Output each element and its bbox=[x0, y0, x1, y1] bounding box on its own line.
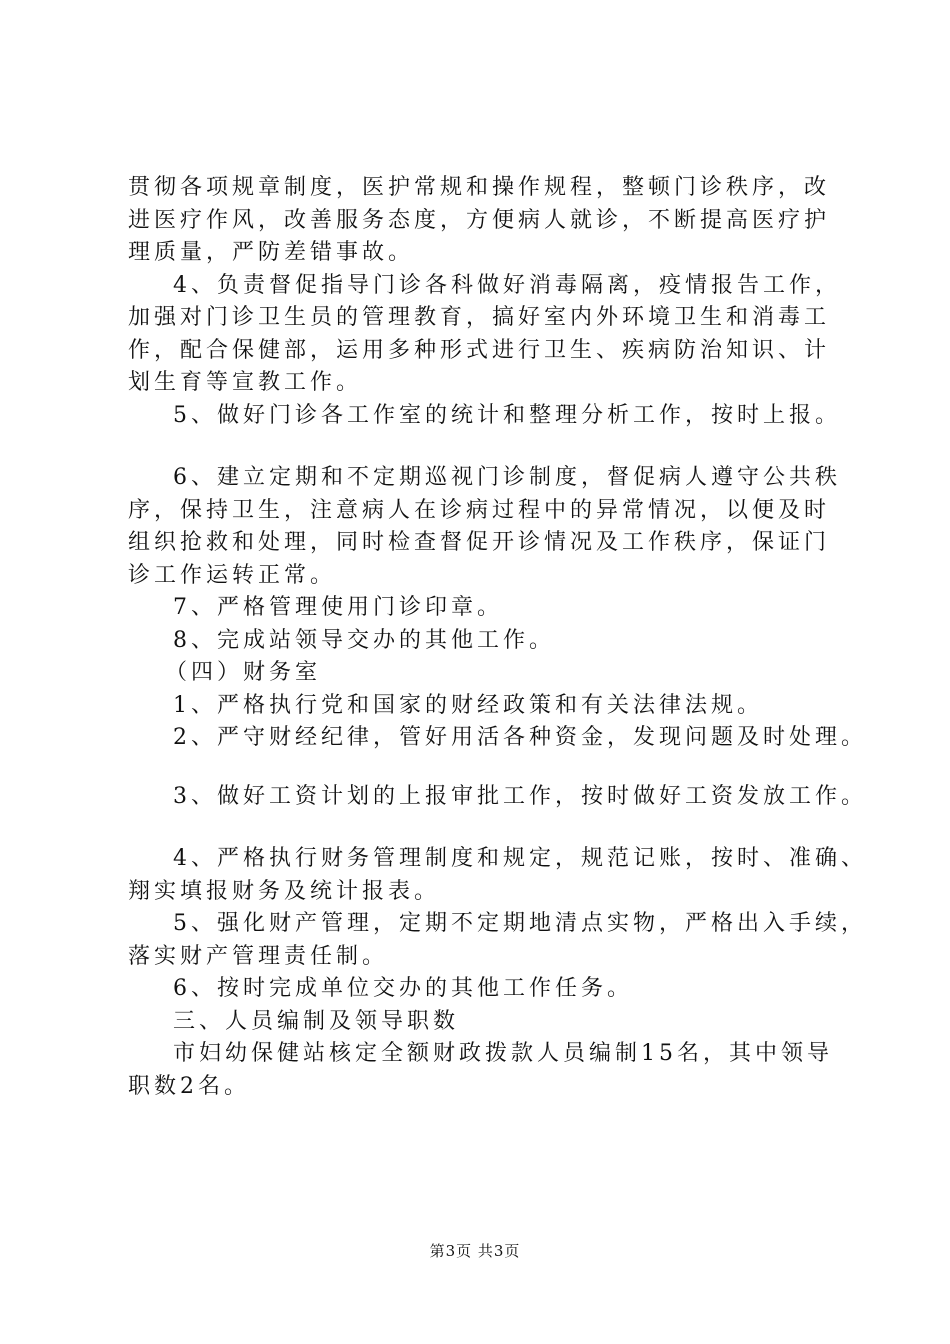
text-line: 4、严格执行财务管理制度和规定，规范记账，按时、准确、 bbox=[173, 846, 867, 871]
text-line: 作，配合保健部，运用多种形式进行卫生、疾病防治知识、计 bbox=[128, 337, 831, 363]
document-body bbox=[128, 172, 867, 1103]
text-line: 贯彻各项规章制度，医护常规和操作规程，整顿门诊秩序，改 bbox=[128, 175, 831, 200]
text-line: 职数2名。 bbox=[128, 1073, 250, 1099]
text-line: 3、做好工资计划的上报审批工作，按时做好工资发放工作。 bbox=[173, 783, 867, 809]
text-line: 7、严格管理使用门诊印章。 bbox=[173, 595, 503, 620]
text-line: 2、严守财经纪律，管好用活各种资金，发现问题及时处理。 bbox=[173, 725, 867, 750]
page-footer: 第3页 共3页 bbox=[429, 1242, 521, 1260]
text-line: 8、完成站领导交办的其他工作。 bbox=[173, 627, 555, 653]
text-line: 进医疗作风，改善服务态度，方便病人就诊，不断提高医疗护 bbox=[128, 207, 831, 233]
text-line: 划生育等宣教工作。 bbox=[128, 370, 363, 395]
text-line: 5、强化财产管理，定期不定期地清点实物，严格出入手续， bbox=[173, 911, 867, 936]
text-line: 市妇幼保健站核定全额财政拨款人员编制15名，其中领导 bbox=[173, 1041, 833, 1066]
text-line: 理质量，严防差错事故。 bbox=[128, 240, 415, 265]
text-line: 落实财产管理责任制。 bbox=[128, 943, 389, 969]
section-heading: 三、人员编制及领导职数 bbox=[173, 1008, 460, 1034]
text-line: 4、负责督促指导门诊各科做好消毒隔离，疫情报告工作， bbox=[173, 272, 841, 298]
text-line: 5、做好门诊各工作室的统计和整理分析工作，按时上报。 bbox=[173, 402, 841, 428]
text-line: 6、建立定期和不定期巡视门诊制度，督促病人遵守公共秩 bbox=[173, 465, 841, 490]
text-line: 6、按时完成单位交办的其他工作任务。 bbox=[173, 976, 633, 1001]
paragraph-gap bbox=[128, 755, 856, 781]
text-line: 1、严格执行党和国家的财经政策和有关法律法规。 bbox=[173, 692, 763, 718]
section-heading: （四）财务室 bbox=[165, 660, 322, 685]
text-line: 诊工作运转正常。 bbox=[128, 562, 337, 588]
text-line: 组织抢救和处理，同时检查督促开诊情况及工作秩序，保证门 bbox=[128, 530, 831, 555]
paragraph-gap bbox=[128, 432, 856, 462]
text-line: 翔实填报财务及统计报表。 bbox=[128, 878, 441, 904]
text-line: 序，保持卫生，注意病人在诊病过程中的异常情况，以便及时 bbox=[128, 497, 831, 523]
paragraph-gap bbox=[128, 813, 856, 843]
text-line: 加强对门诊卫生员的管理教育，搞好室内外环境卫生和消毒工 bbox=[128, 305, 831, 330]
